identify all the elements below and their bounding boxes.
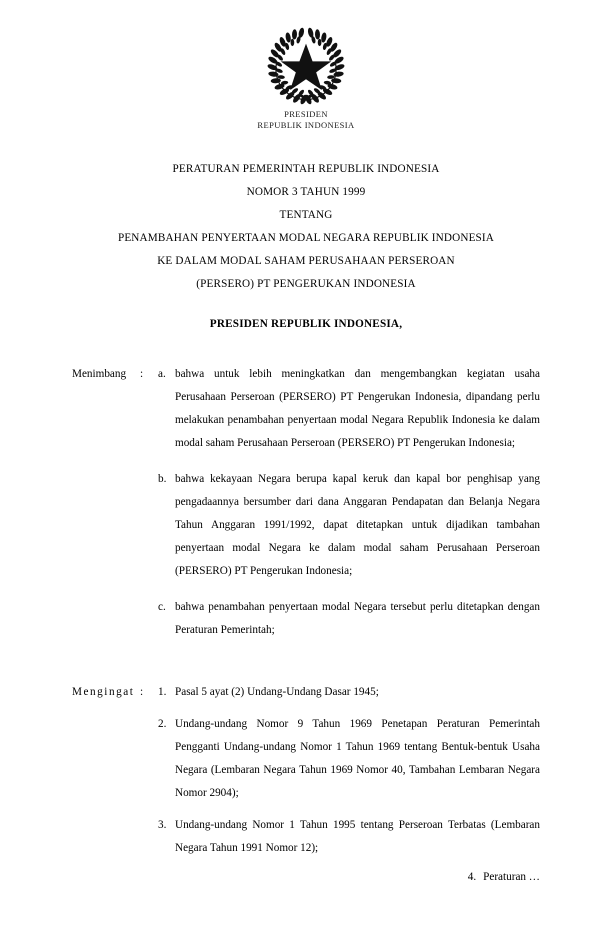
menimbang-text-a: bahwa untuk lebih meningkatkan dan mengembangkan kegiatan usaha Perusahaan Perseroan (PERSERO) PT Pengerukan Indonesia, dipandang perlu melakukan penambahan penyertaan modal Negara Republik Indonesia ke dalam modal saham Perusahaan Perseroan (PERSERO) PT Pengerukan Indonesia; <box>175 368 540 449</box>
emblem-caption <box>0 109 612 130</box>
menimbang-marker-a: a. <box>158 368 166 380</box>
title-line-subject-3: (PERSERO) PT PENGERUKAN INDONESIA <box>196 278 416 290</box>
title-line-number: NOMOR 3 TAHUN 1999 <box>246 186 366 198</box>
emblem-caption-line-1: PRESIDEN <box>284 109 328 119</box>
list-item <box>158 363 540 455</box>
emblem-block <box>0 26 612 130</box>
menimbang-marker-b: b. <box>158 473 167 485</box>
list-item <box>158 713 540 805</box>
garuda-star-wreath-emblem <box>266 26 346 106</box>
title-line-tentang: TENTANG <box>279 209 333 221</box>
mengingat-text-3: Undang-undang Nomor 1 Tahun 1995 tentang Perseroan Terbatas (Lembaran Negara Tahun 1991 Nomor 12); <box>175 819 540 854</box>
title-line-subject-1: PENAMBAHAN PENYERTAAN MODAL NEGARA REPUBLIK INDONESIA <box>117 232 495 244</box>
menimbang-items <box>158 363 540 642</box>
menimbang-colon: : <box>140 368 144 380</box>
list-item <box>158 468 540 583</box>
mengingat-label: Mengingat <box>72 686 135 698</box>
catchword-marker: 4. <box>467 871 477 883</box>
mengingat-text-1: Pasal 5 ayat (2) Undang-Undang Dasar 1945; <box>175 686 379 698</box>
menimbang-section <box>72 363 540 642</box>
mengingat-colon: : <box>140 686 144 698</box>
list-item <box>158 681 540 704</box>
mengingat-text-2: Undang-undang Nomor 9 Tahun 1969 Penetapan Peraturan Pemerintah Pengganti Undang-undang Nomor 1 Tahun 1969 tentang Bentuk-bentuk Usaha Negara (Lembaran Negara Tahun 1969 Nomor 40, Tambahan Lembaran Negara Nomor 2904); <box>175 718 540 799</box>
menimbang-text-c: bahwa penambahan penyertaan modal Negara tersebut perlu ditetapkan dengan Peraturan Pemerintah; <box>175 601 540 636</box>
document-title-block <box>0 158 612 296</box>
menimbang-label: Menimbang <box>72 368 127 380</box>
mengingat-marker-2: 2. <box>158 718 167 730</box>
catchword-text: Peraturan … <box>483 871 540 883</box>
mengingat-marker-3: 3. <box>158 819 167 831</box>
menimbang-text-b: bahwa kekayaan Negara berupa kapal keruk dan kapal bor penghisap yang pengadaannya bersumber dari dana Anggaran Pendapatan dan Belanja Negara Tahun Anggaran 1991/1992, dapat ditetapkan untuk dijadikan tambahan penyertaan modal Negara ke dalam modal saham Perusahaan Perseroan (PERSERO) PT Pengerukan Indonesia; <box>175 473 540 577</box>
list-item <box>158 814 540 860</box>
mengingat-marker-1: 1. <box>158 686 167 698</box>
president-heading: PRESIDEN REPUBLIK INDONESIA, <box>209 318 403 330</box>
emblem-caption-line-2: REPUBLIK INDONESIA <box>257 119 355 130</box>
mengingat-items <box>158 681 540 860</box>
title-line-regulation: PERATURAN PEMERINTAH REPUBLIK INDONESIA <box>172 163 440 175</box>
page-catchword <box>0 866 540 889</box>
mengingat-section <box>72 681 540 860</box>
menimbang-marker-c: c. <box>158 601 166 613</box>
list-item <box>158 596 540 642</box>
title-line-subject-2: KE DALAM MODAL SAHAM PERUSAHAAN PERSEROAN <box>157 255 455 267</box>
